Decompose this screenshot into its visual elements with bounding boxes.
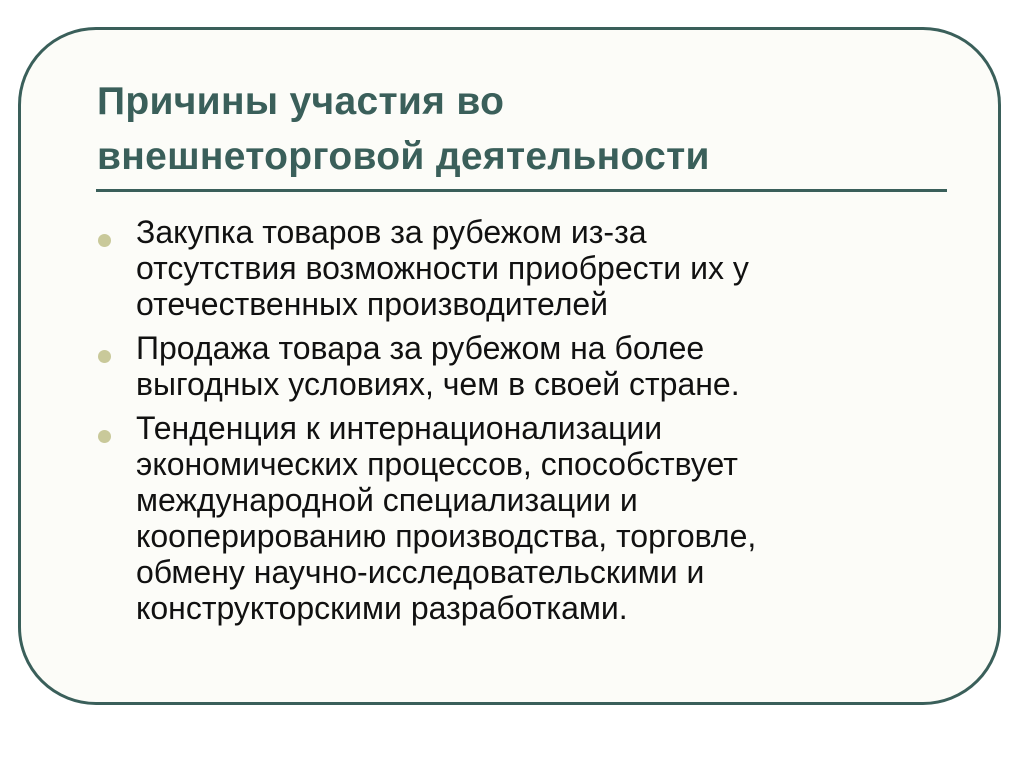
bullet-line: Закупка товаров за рубежом из-за (136, 214, 647, 250)
title-line: внешнеторговой деятельности (97, 135, 710, 178)
bullet-list (98, 214, 918, 634)
bullet-line: международной специализации и (136, 482, 638, 518)
bullet-line: кооперированию производства, торговле, (136, 518, 757, 554)
bullet-item (98, 410, 918, 626)
bullet-line: Продажа товара за рубежом на более (136, 330, 705, 366)
bullet-dot-icon (98, 430, 111, 443)
title-divider (96, 189, 947, 192)
bullet-item (98, 330, 918, 402)
bullet-line: Тенденция к интернационализации (136, 410, 663, 446)
slide-title (97, 74, 957, 184)
bullet-item (98, 214, 918, 322)
bullet-line: конструкторскими разработками. (136, 590, 628, 626)
bullet-line: отечественных производителей (136, 286, 609, 322)
title-line: Причины участия во (97, 80, 505, 123)
bullet-dot-icon (98, 350, 111, 363)
bullet-dot-icon (98, 234, 111, 247)
bullet-line: обмену научно-исследовательскими и (136, 554, 705, 590)
bullet-line: выгодных условиях, чем в своей стране. (136, 366, 740, 402)
bullet-line: отсутствия возможности приобрести их у (136, 250, 749, 286)
bullet-line: экономических процессов, способствует (136, 446, 738, 482)
